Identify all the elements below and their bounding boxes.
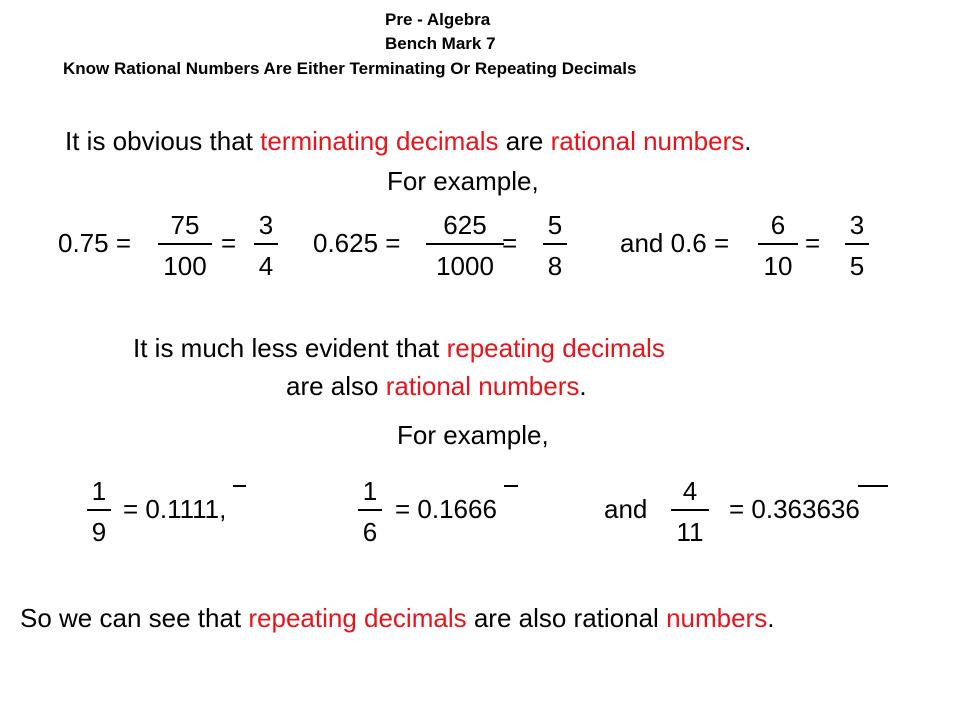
numerator: 3 <box>254 210 278 245</box>
denominator: 9 <box>91 517 107 547</box>
decimal-value: = 0.363636 <box>729 494 860 524</box>
and-label: and <box>604 494 648 524</box>
repeat-bar <box>858 485 888 487</box>
highlight-rational-numbers: rational numbers <box>550 126 745 156</box>
highlight-numbers: numbers <box>666 603 768 633</box>
numerator: 75 <box>158 210 212 245</box>
fraction <box>158 210 212 281</box>
numerator: 1 <box>358 476 382 511</box>
repeating-statement-line2 <box>286 371 587 401</box>
highlight-terminating-decimals: terminating decimals <box>260 126 499 156</box>
statement-text: are also <box>286 371 386 401</box>
highlight-repeating-decimals: repeating decimals <box>446 333 665 363</box>
fraction <box>254 210 278 281</box>
numerator: 6 <box>758 210 798 245</box>
equation-lhs: and 0.6 = <box>620 228 730 258</box>
denominator: 1000 <box>436 251 494 281</box>
benchmark-label: Bench Mark 7 <box>385 34 496 53</box>
numerator: 625 <box>426 210 504 245</box>
fraction <box>845 210 869 281</box>
fraction <box>543 210 567 281</box>
numerator: 4 <box>671 476 709 511</box>
equation-lhs: 0.625 = <box>313 228 401 258</box>
numerator: 3 <box>845 210 869 245</box>
statement-text: It is obvious that <box>65 126 261 156</box>
equals-sign: = <box>502 228 518 258</box>
denominator: 5 <box>849 251 865 281</box>
denominator: 4 <box>258 251 274 281</box>
equation-lhs: 0.75 = <box>58 228 132 258</box>
terminating-statement <box>65 126 751 156</box>
statement-text: It is much less evident that <box>133 333 447 363</box>
statement-text: are also rational <box>466 603 667 633</box>
repeating-statement-line1 <box>133 333 665 363</box>
repeat-bar <box>233 485 246 487</box>
fraction <box>671 476 709 547</box>
denominator: 10 <box>763 251 793 281</box>
denominator: 8 <box>547 251 563 281</box>
fraction <box>426 210 504 281</box>
statement-text: are <box>498 126 551 156</box>
numerator: 1 <box>87 476 111 511</box>
repeat-bar <box>504 485 518 487</box>
denominator: 6 <box>362 517 378 547</box>
for-example-label: For example, <box>387 166 539 196</box>
decimal-value: = 0.1111, <box>123 494 227 524</box>
fraction <box>758 210 798 281</box>
statement-text: . <box>744 126 752 156</box>
fraction <box>358 476 382 547</box>
highlight-repeating-decimals: repeating decimals <box>248 603 467 633</box>
highlight-rational-numbers: rational numbers <box>385 371 580 401</box>
statement-text: So we can see that <box>20 603 249 633</box>
statement-text: . <box>767 603 775 633</box>
equals-sign: = <box>805 228 821 258</box>
course-title: Pre - Algebra <box>385 10 491 29</box>
decimal-value: = 0.1666 <box>395 494 497 524</box>
statement-text: . <box>579 371 587 401</box>
fraction <box>87 476 111 547</box>
equals-sign: = <box>221 228 237 258</box>
numerator: 5 <box>543 210 567 245</box>
lesson-title: Know Rational Numbers Are Either Terminating Or Repeating Decimals <box>63 59 637 78</box>
denominator: 100 <box>163 251 207 281</box>
denominator: 11 <box>676 517 704 547</box>
for-example-label: For example, <box>397 420 549 450</box>
conclusion-statement <box>20 603 774 633</box>
